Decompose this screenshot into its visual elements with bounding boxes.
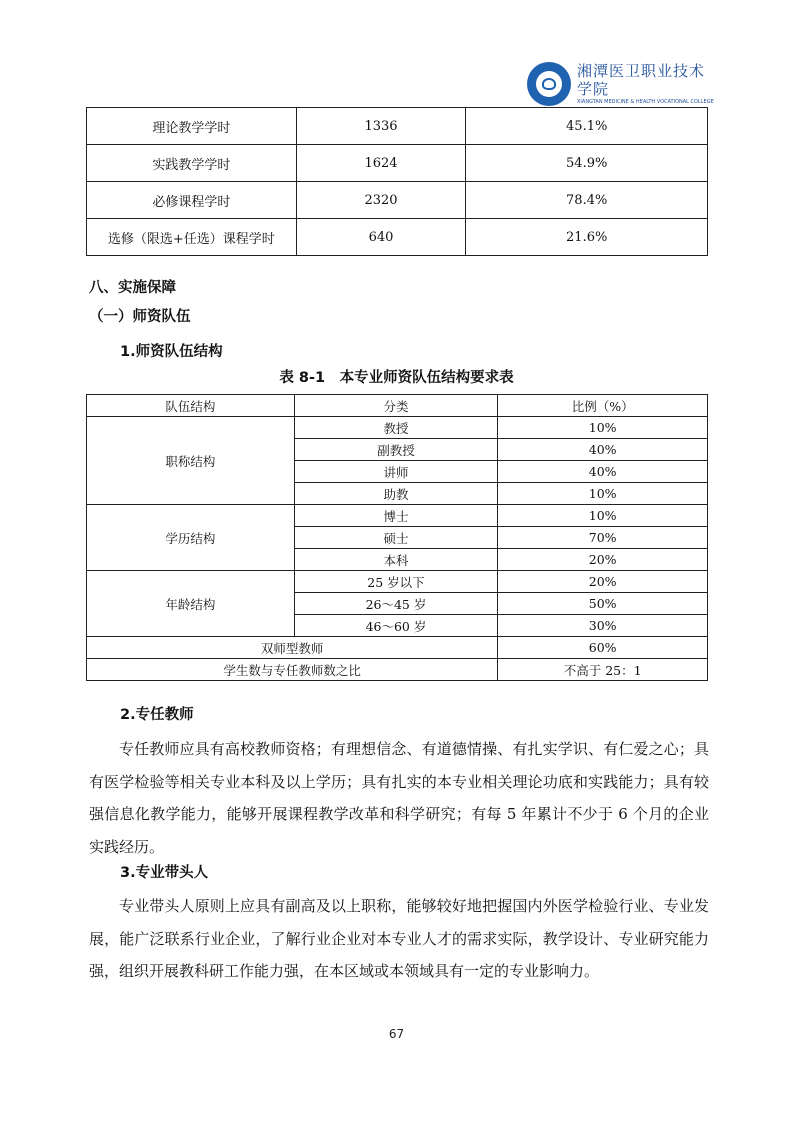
table-cell: 教授 xyxy=(294,417,498,439)
faculty-structure-table xyxy=(86,394,708,681)
table-row xyxy=(87,219,708,256)
table-cell: 学生数与专任教师数之比 xyxy=(87,659,498,681)
hours-table xyxy=(86,107,708,256)
column-header: 队伍结构 xyxy=(87,395,295,417)
table-cell: 不高于 25：1 xyxy=(498,659,708,681)
program-leader-paragraph: 专业带头人原则上应具有副高及以上职称，能够较好地把握国内外医学检验行业、专业发展，能广泛联系行业企业，了解行业企业对本专业人才的需求实际，教学设计、专业研究能力强，组织开展教科研工作能力强，在本区域或本领域具有一定的专业影响力。 xyxy=(89,897,709,980)
table-cell: 理论教学学时 xyxy=(87,108,297,145)
college-name-cn: 湘潭医卫职业技术学院 xyxy=(577,62,706,98)
column-header: 比例（%） xyxy=(498,395,708,417)
college-name-en: XIANGTAN MEDICINE & HEALTH VOCATIONAL COLLEGE xyxy=(577,99,714,105)
page-number: 67 xyxy=(388,1027,405,1041)
table-cell: 副教授 xyxy=(294,439,498,461)
item-heading-3: 3.专业带头人 xyxy=(120,865,209,881)
table-cell: 硕士 xyxy=(294,527,498,549)
table-cell: 10% xyxy=(498,483,708,505)
table-cell: 必修课程学时 xyxy=(87,182,297,219)
table-row xyxy=(87,145,708,182)
table-cell: 1624 xyxy=(296,145,466,182)
table-cell: 10% xyxy=(498,505,708,527)
table-cell: 60% xyxy=(498,637,708,659)
table-cell: 本科 xyxy=(294,549,498,571)
table-row xyxy=(87,182,708,219)
table-cell: 70% xyxy=(498,527,708,549)
full-time-teacher-paragraph: 专任教师应具有高校教师资格；有理想信念、有道德情操、有扎实学识、有仁爱之心；具有医学检验等相关专业本科及以上学历；具有扎实的本专业相关理论功底和实践能力；具有较强信息化教学能力，能够开展课程教学改革和科学研究；有每 5 年累计不少于 6 个月的企业实践经历。 xyxy=(89,740,709,856)
group-cell: 年龄结构 xyxy=(87,571,295,637)
table-cell: 实践教学学时 xyxy=(87,145,297,182)
table-row xyxy=(87,505,708,527)
table-cell: 54.9% xyxy=(466,145,708,182)
college-logo xyxy=(527,60,717,108)
table-cell: 30% xyxy=(498,615,708,637)
table-row xyxy=(87,108,708,145)
table-cell: 博士 xyxy=(294,505,498,527)
column-header: 分类 xyxy=(294,395,498,417)
table-cell: 助教 xyxy=(294,483,498,505)
table-cell: 45.1% xyxy=(466,108,708,145)
table-cell: 1336 xyxy=(296,108,466,145)
table-cell: 640 xyxy=(296,219,466,256)
table-cell: 10% xyxy=(498,417,708,439)
table-cell: 46～60 岁 xyxy=(294,615,498,637)
item-heading-2: 2.专任教师 xyxy=(120,707,194,723)
table-cell: 40% xyxy=(498,461,708,483)
table-row xyxy=(87,571,708,593)
table-cell: 双师型教师 xyxy=(87,637,498,659)
table-cell: 20% xyxy=(498,549,708,571)
table-row xyxy=(87,417,708,439)
group-cell: 职称结构 xyxy=(87,417,295,505)
table-cell: 26～45 岁 xyxy=(294,593,498,615)
table-cell: 78.4% xyxy=(466,182,708,219)
item-heading-1: 1.师资队伍结构 xyxy=(120,344,223,360)
table-cell: 讲师 xyxy=(294,461,498,483)
table-cell: 25 岁以下 xyxy=(294,571,498,593)
table-row xyxy=(87,637,708,659)
table-cell: 选修（限选+任选）课程学时 xyxy=(87,219,297,256)
section-heading: 八、实施保障 xyxy=(89,280,176,296)
college-emblem-icon xyxy=(527,62,571,106)
table-caption: 表 8-1 本专业师资队伍结构要求表 xyxy=(279,370,514,386)
table-cell: 20% xyxy=(498,571,708,593)
group-cell: 学历结构 xyxy=(87,505,295,571)
table-cell: 2320 xyxy=(296,182,466,219)
table-cell: 21.6% xyxy=(466,219,708,256)
subsection-heading: （一）师资队伍 xyxy=(89,309,191,325)
table-cell: 50% xyxy=(498,593,708,615)
table-cell: 40% xyxy=(498,439,708,461)
table-header-row xyxy=(87,395,708,417)
table-row xyxy=(87,659,708,681)
